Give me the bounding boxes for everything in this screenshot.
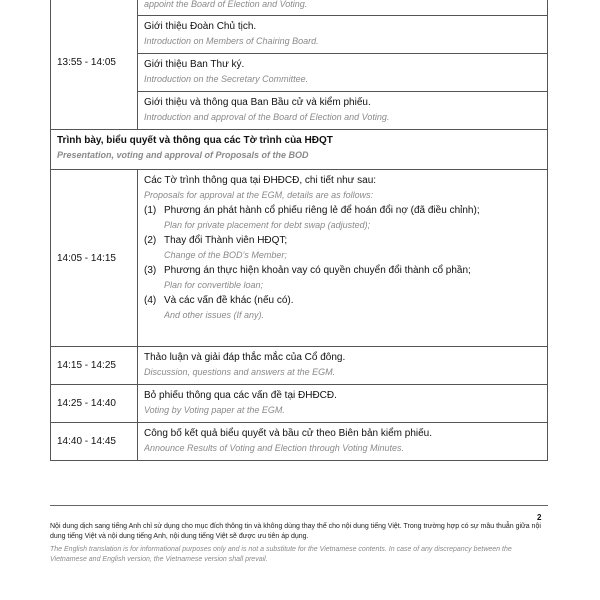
agenda-item-vi: Công bố kết quả biểu quyết và bầu cử theo Biên bản kiểm phiếu. xyxy=(144,428,433,439)
table-row xyxy=(51,170,548,347)
proposal-en: And other issues (If any). xyxy=(164,310,265,320)
proposal-item xyxy=(144,203,541,233)
proposal-en: Change of the BOD’s Member; xyxy=(164,250,287,260)
time-cell: 14:25 - 14:40 xyxy=(51,385,138,423)
agenda-item-en: Voting by Voting paper at the EGM. xyxy=(144,405,285,415)
proposal-number: (3) xyxy=(144,265,157,276)
table-row xyxy=(51,347,548,385)
agenda-item-vi: Bỏ phiếu thông qua các vấn đề tại ĐHĐCĐ. xyxy=(144,390,337,401)
section-title-vi: Trình bày, biểu quyết và thông qua các Tờ trình của HĐQT xyxy=(57,135,333,146)
agenda-cell xyxy=(138,54,548,92)
proposal-item xyxy=(144,263,541,293)
time-cell: 14:40 - 14:45 xyxy=(51,423,138,461)
agenda-item-en: Discussion, questions and answers at the EGM. xyxy=(144,367,336,377)
proposal-vi: Phương án thực hiện khoản vay có quyền chuyển đổi thành cổ phần; xyxy=(164,265,471,276)
section-header-cell xyxy=(51,130,548,170)
agenda-cell xyxy=(138,347,548,385)
table-row xyxy=(51,423,548,461)
agenda-cell xyxy=(138,170,548,347)
time-cell: 13:55 - 14:05 xyxy=(51,0,138,130)
agenda-item-vi: Giới thiệu Đoàn Chủ tịch. xyxy=(144,21,257,32)
agenda-table xyxy=(50,0,548,461)
proposal-en: Plan for private placement for debt swap (adjusted); xyxy=(164,220,371,230)
proposal-vi: Và các vấn đề khác (nếu có). xyxy=(164,295,294,306)
proposals-intro-vi: Các Tờ trình thông qua tại ĐHĐCĐ, chi tiết như sau: xyxy=(144,175,377,186)
table-row xyxy=(51,0,548,16)
table-row xyxy=(51,385,548,423)
agenda-item-vi: Giới thiệu Ban Thư ký. xyxy=(144,59,245,70)
agenda-item-en: appoint the Board of Election and Voting. xyxy=(144,0,308,9)
agenda-cell xyxy=(138,0,548,16)
proposal-number: (1) xyxy=(144,205,157,216)
proposal-vi: Thay đổi Thành viên HĐQT; xyxy=(164,235,288,246)
agenda-item-en: Introduction on Members of Chairing Board. xyxy=(144,36,319,46)
agenda-item-en: Announce Results of Voting and Election through Voting Minutes. xyxy=(144,443,404,453)
agenda-item-vi: Giới thiệu và thông qua Ban Bầu cử và kiểm phiếu. xyxy=(144,97,371,108)
agenda-cell xyxy=(138,92,548,130)
proposals-intro-en: Proposals for approval at the EGM, details are as follows: xyxy=(144,190,374,200)
agenda-item-vi: Thảo luận và giải đáp thắc mắc của Cổ đông. xyxy=(144,352,346,363)
agenda-cell xyxy=(138,16,548,54)
agenda-item-en: Introduction on the Secretary Committee. xyxy=(144,74,309,84)
proposal-en: Plan for convertible loan; xyxy=(164,280,264,290)
agenda-cell xyxy=(138,423,548,461)
time-cell: 14:15 - 14:25 xyxy=(51,347,138,385)
footer-note-en: The English translation is for informational purposes only and is not a substitute for the Vietnamese contents. In case of any discrepancy between the Vietnamese and English version, the Vietnamese version shall prevail. xyxy=(50,546,512,563)
proposal-vi: Phương án phát hành cổ phiếu riêng lẻ để hoán đổi nợ (đã điều chỉnh); xyxy=(164,205,480,216)
section-title-en: Presentation, voting and approval of Proposals of the BOD xyxy=(57,150,309,160)
time-cell: 14:05 - 14:15 xyxy=(51,170,138,347)
section-header-row xyxy=(51,130,548,170)
footer-divider xyxy=(50,505,548,506)
proposal-number: (2) xyxy=(144,235,157,246)
proposal-item xyxy=(144,293,541,323)
footer-note-vi: Nội dung dịch sang tiếng Anh chỉ sử dụng cho mục đích thông tin và không dùng thay thế cho nội dung tiếng Việt. Trong trường hợp có sự mâu thuẫn giữa nội dung tiếng Việt và nội dung tiếng Anh, nội dung tiếng Việt sẽ được ưu tiên áp dụng. xyxy=(50,523,541,540)
page-number: 2 xyxy=(537,513,542,522)
agenda-cell xyxy=(138,385,548,423)
agenda-item-en: Introduction and approval of the Board of Election and Voting. xyxy=(144,112,390,122)
proposal-number: (4) xyxy=(144,295,157,306)
proposal-item xyxy=(144,233,541,263)
